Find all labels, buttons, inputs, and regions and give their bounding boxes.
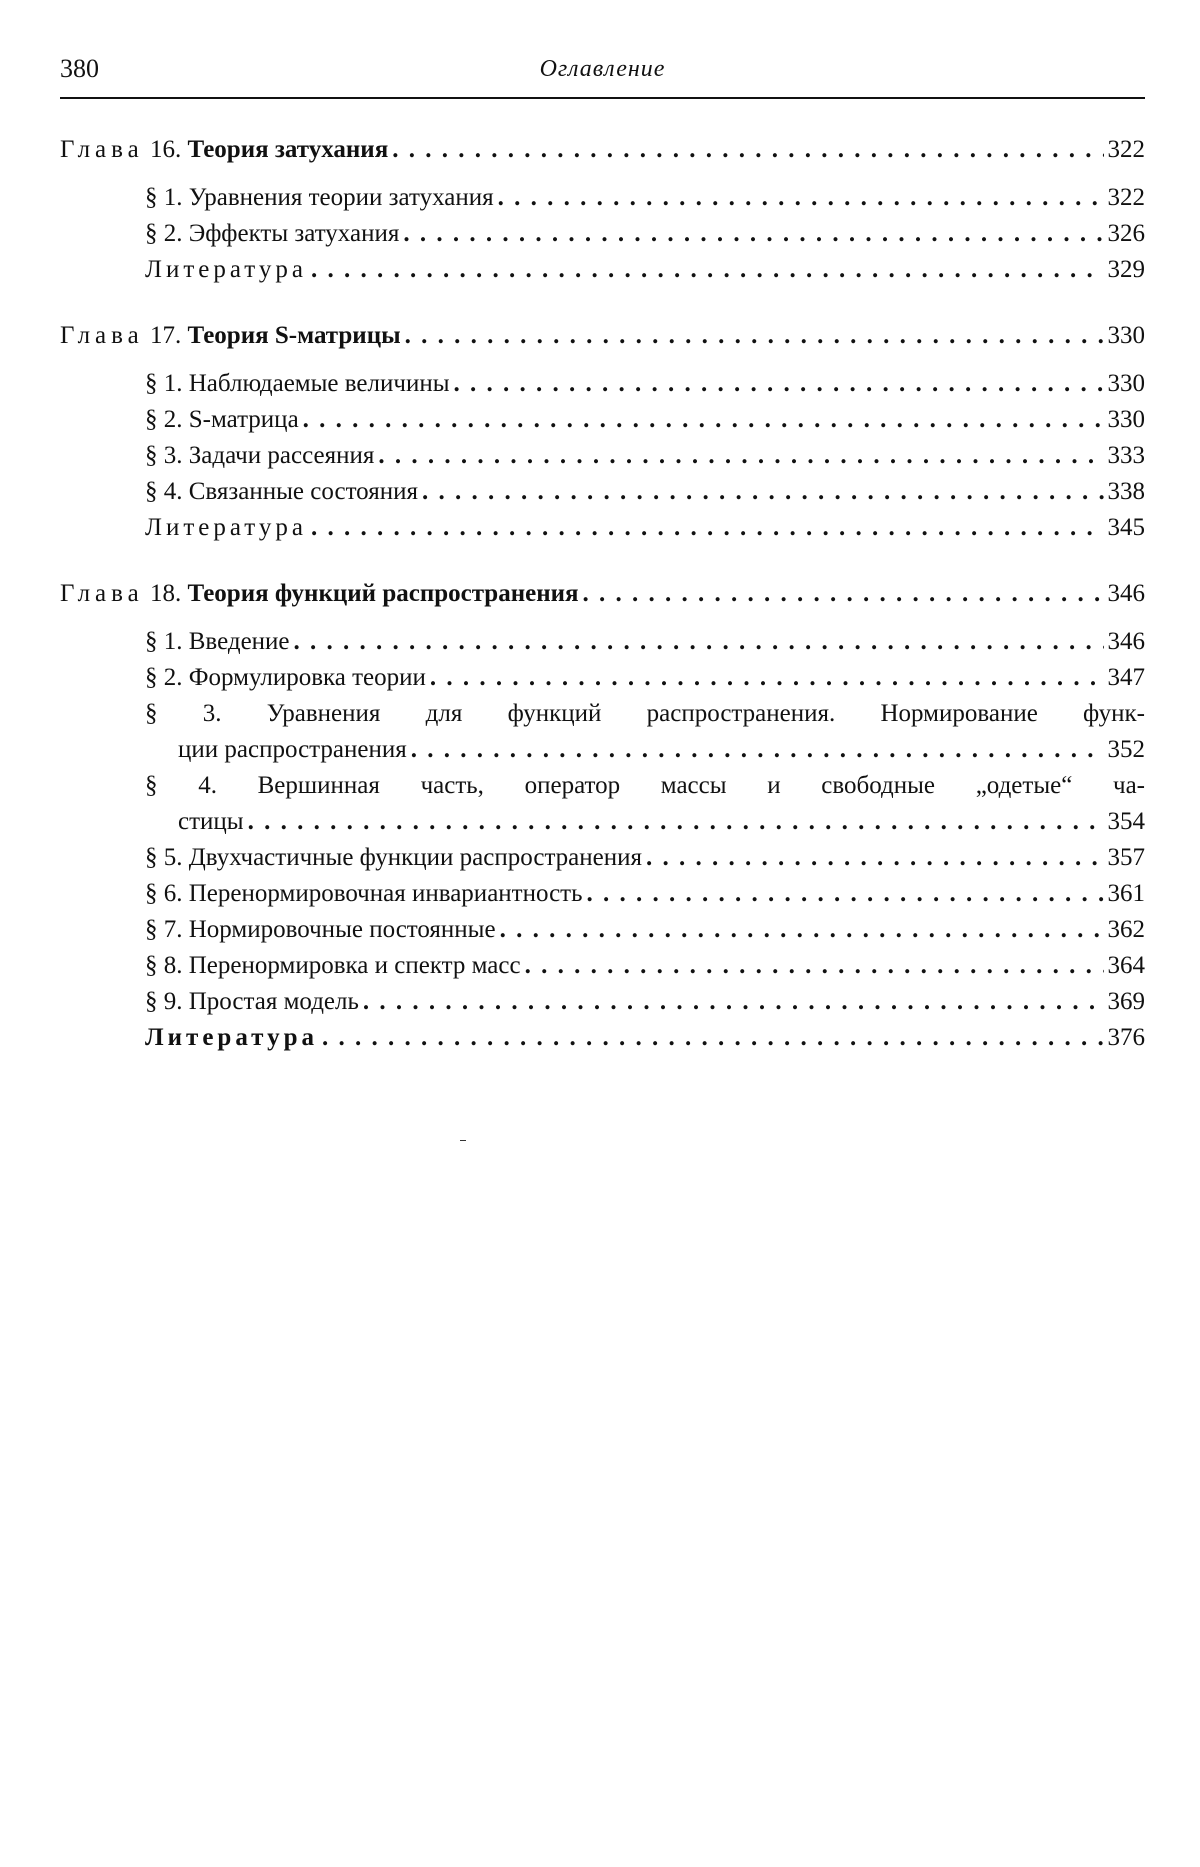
section-label: § 6. Перенормировочная инвариантность <box>145 880 583 907</box>
chapter-label <box>60 576 579 612</box>
dot-leader <box>422 474 1104 510</box>
toc-entry <box>60 366 1145 402</box>
dot-leader <box>583 576 1104 612</box>
dot-leader <box>525 948 1104 984</box>
chapter-heading <box>60 576 1145 612</box>
toc-entry <box>60 876 1145 912</box>
page-ref: 357 <box>1107 844 1145 871</box>
section-label: § 8. Перенормировка и спектр масс <box>145 952 521 979</box>
dot-leader <box>322 1020 1103 1056</box>
section-label: § 7. Нормировочные постоянные <box>145 916 496 943</box>
table-of-contents <box>60 132 1145 1086</box>
header-rule <box>60 97 1145 99</box>
dot-leader <box>363 984 1104 1020</box>
chapter-prefix: Глава <box>60 136 144 163</box>
page-ref: 322 <box>1107 184 1145 211</box>
dot-leader <box>498 180 1104 216</box>
toc-entry-literature <box>60 1020 1145 1056</box>
toc-entry <box>60 624 1145 660</box>
dot-leader <box>411 732 1104 768</box>
toc-entry <box>60 660 1145 696</box>
section-label: § 1. Уравнения теории затухания <box>145 184 494 211</box>
page-ref: 376 <box>1107 1024 1145 1051</box>
toc-entry <box>60 438 1145 474</box>
dot-leader <box>303 402 1104 438</box>
page-ref: 330 <box>1107 406 1145 433</box>
page-ref: 347 <box>1107 664 1145 691</box>
dot-leader <box>248 804 1104 840</box>
page-ref: 346 <box>1107 628 1145 655</box>
toc-entry <box>60 474 1145 510</box>
chapter-title: Теория затухания <box>187 136 389 163</box>
toc-entry <box>60 948 1145 984</box>
dot-leader <box>500 912 1104 948</box>
page-ref: 330 <box>1107 370 1145 397</box>
dot-leader <box>311 252 1104 288</box>
dot-leader <box>405 318 1104 354</box>
section-label: § 3. Задачи рассеяния <box>145 442 375 469</box>
toc-entry-literature <box>60 252 1145 288</box>
section-label-line1: § 4. Вершинная часть, оператор массы и свободные „одетые“ ча- <box>145 772 1145 799</box>
dot-leader <box>587 876 1104 912</box>
dot-leader <box>294 624 1104 660</box>
page-ref: 330 <box>1107 322 1145 349</box>
chapter-number: 17. <box>149 322 182 349</box>
page-ref: 361 <box>1107 880 1145 907</box>
chapter-number: 18. <box>149 580 182 607</box>
toc-entry-literature <box>60 510 1145 546</box>
section-label: § 1. Наблюдаемые величины <box>145 370 450 397</box>
dot-leader <box>392 132 1103 168</box>
dot-leader <box>646 840 1103 876</box>
dot-leader <box>454 366 1104 402</box>
section-label-line1: § 3. Уравнения для функций распространения. Нормирование функ- <box>145 700 1145 727</box>
page-ref: 354 <box>1107 808 1145 835</box>
section-label: § 9. Простая модель <box>145 988 359 1015</box>
toc-entry <box>60 180 1145 216</box>
chapter-16 <box>60 132 1145 288</box>
toc-entry-multiline <box>60 768 1145 840</box>
chapter-prefix: Глава <box>60 322 144 349</box>
toc-entry <box>60 912 1145 948</box>
chapter-number: 16. <box>149 136 182 163</box>
page-ref: 333 <box>1107 442 1145 469</box>
chapter-17 <box>60 318 1145 546</box>
page-ref: 346 <box>1107 580 1145 607</box>
page-ref: 364 <box>1107 952 1145 979</box>
section-label-line2: ции распространения <box>178 736 407 763</box>
dot-leader <box>430 660 1104 696</box>
toc-entry-continuation <box>60 804 1145 840</box>
dot-leader <box>403 216 1103 252</box>
page-number: 380 <box>60 54 99 83</box>
chapter-18 <box>60 576 1145 1056</box>
dot-leader <box>311 510 1104 546</box>
chapter-label <box>60 318 401 354</box>
dot-leader <box>378 438 1103 474</box>
page-ref: 352 <box>1107 736 1145 763</box>
page-ref: 338 <box>1107 478 1145 505</box>
running-head <box>60 52 1145 92</box>
chapter-title: Теория S-матрицы <box>187 322 401 349</box>
page-ref: 345 <box>1107 514 1145 541</box>
chapter-label <box>60 132 388 168</box>
section-label: § 2. Формулировка теории <box>145 664 426 691</box>
toc-entry-continuation <box>60 732 1145 768</box>
print-speck <box>460 1140 466 1141</box>
chapter-heading <box>60 318 1145 354</box>
literature-label: Литература <box>145 256 307 283</box>
literature-label: Литература <box>145 1024 319 1051</box>
page-ref: 362 <box>1107 916 1145 943</box>
page-ref: 329 <box>1107 256 1145 283</box>
page-ref: 322 <box>1107 136 1145 163</box>
section-label: § 5. Двухчастичные функции распространения <box>145 844 643 871</box>
section-label-line2: стицы <box>178 808 244 835</box>
toc-entry <box>60 984 1145 1020</box>
section-label: § 2. Эффекты затухания <box>145 220 400 247</box>
chapter-title: Теория функций распространения <box>187 580 579 607</box>
chapter-heading <box>60 132 1145 168</box>
chapter-prefix: Глава <box>60 580 144 607</box>
section-label: § 2. S-матрица <box>145 406 299 433</box>
section-label: § 1. Введение <box>145 628 290 655</box>
page-ref: 369 <box>1107 988 1145 1015</box>
section-label: § 4. Связанные состояния <box>145 478 418 505</box>
header-title: Оглавление <box>539 56 666 82</box>
toc-entry <box>60 840 1145 876</box>
toc-entry <box>60 402 1145 438</box>
toc-entry-multiline <box>60 696 1145 768</box>
toc-entry <box>60 216 1145 252</box>
literature-label: Литература <box>145 514 307 541</box>
page-ref: 326 <box>1107 220 1145 247</box>
